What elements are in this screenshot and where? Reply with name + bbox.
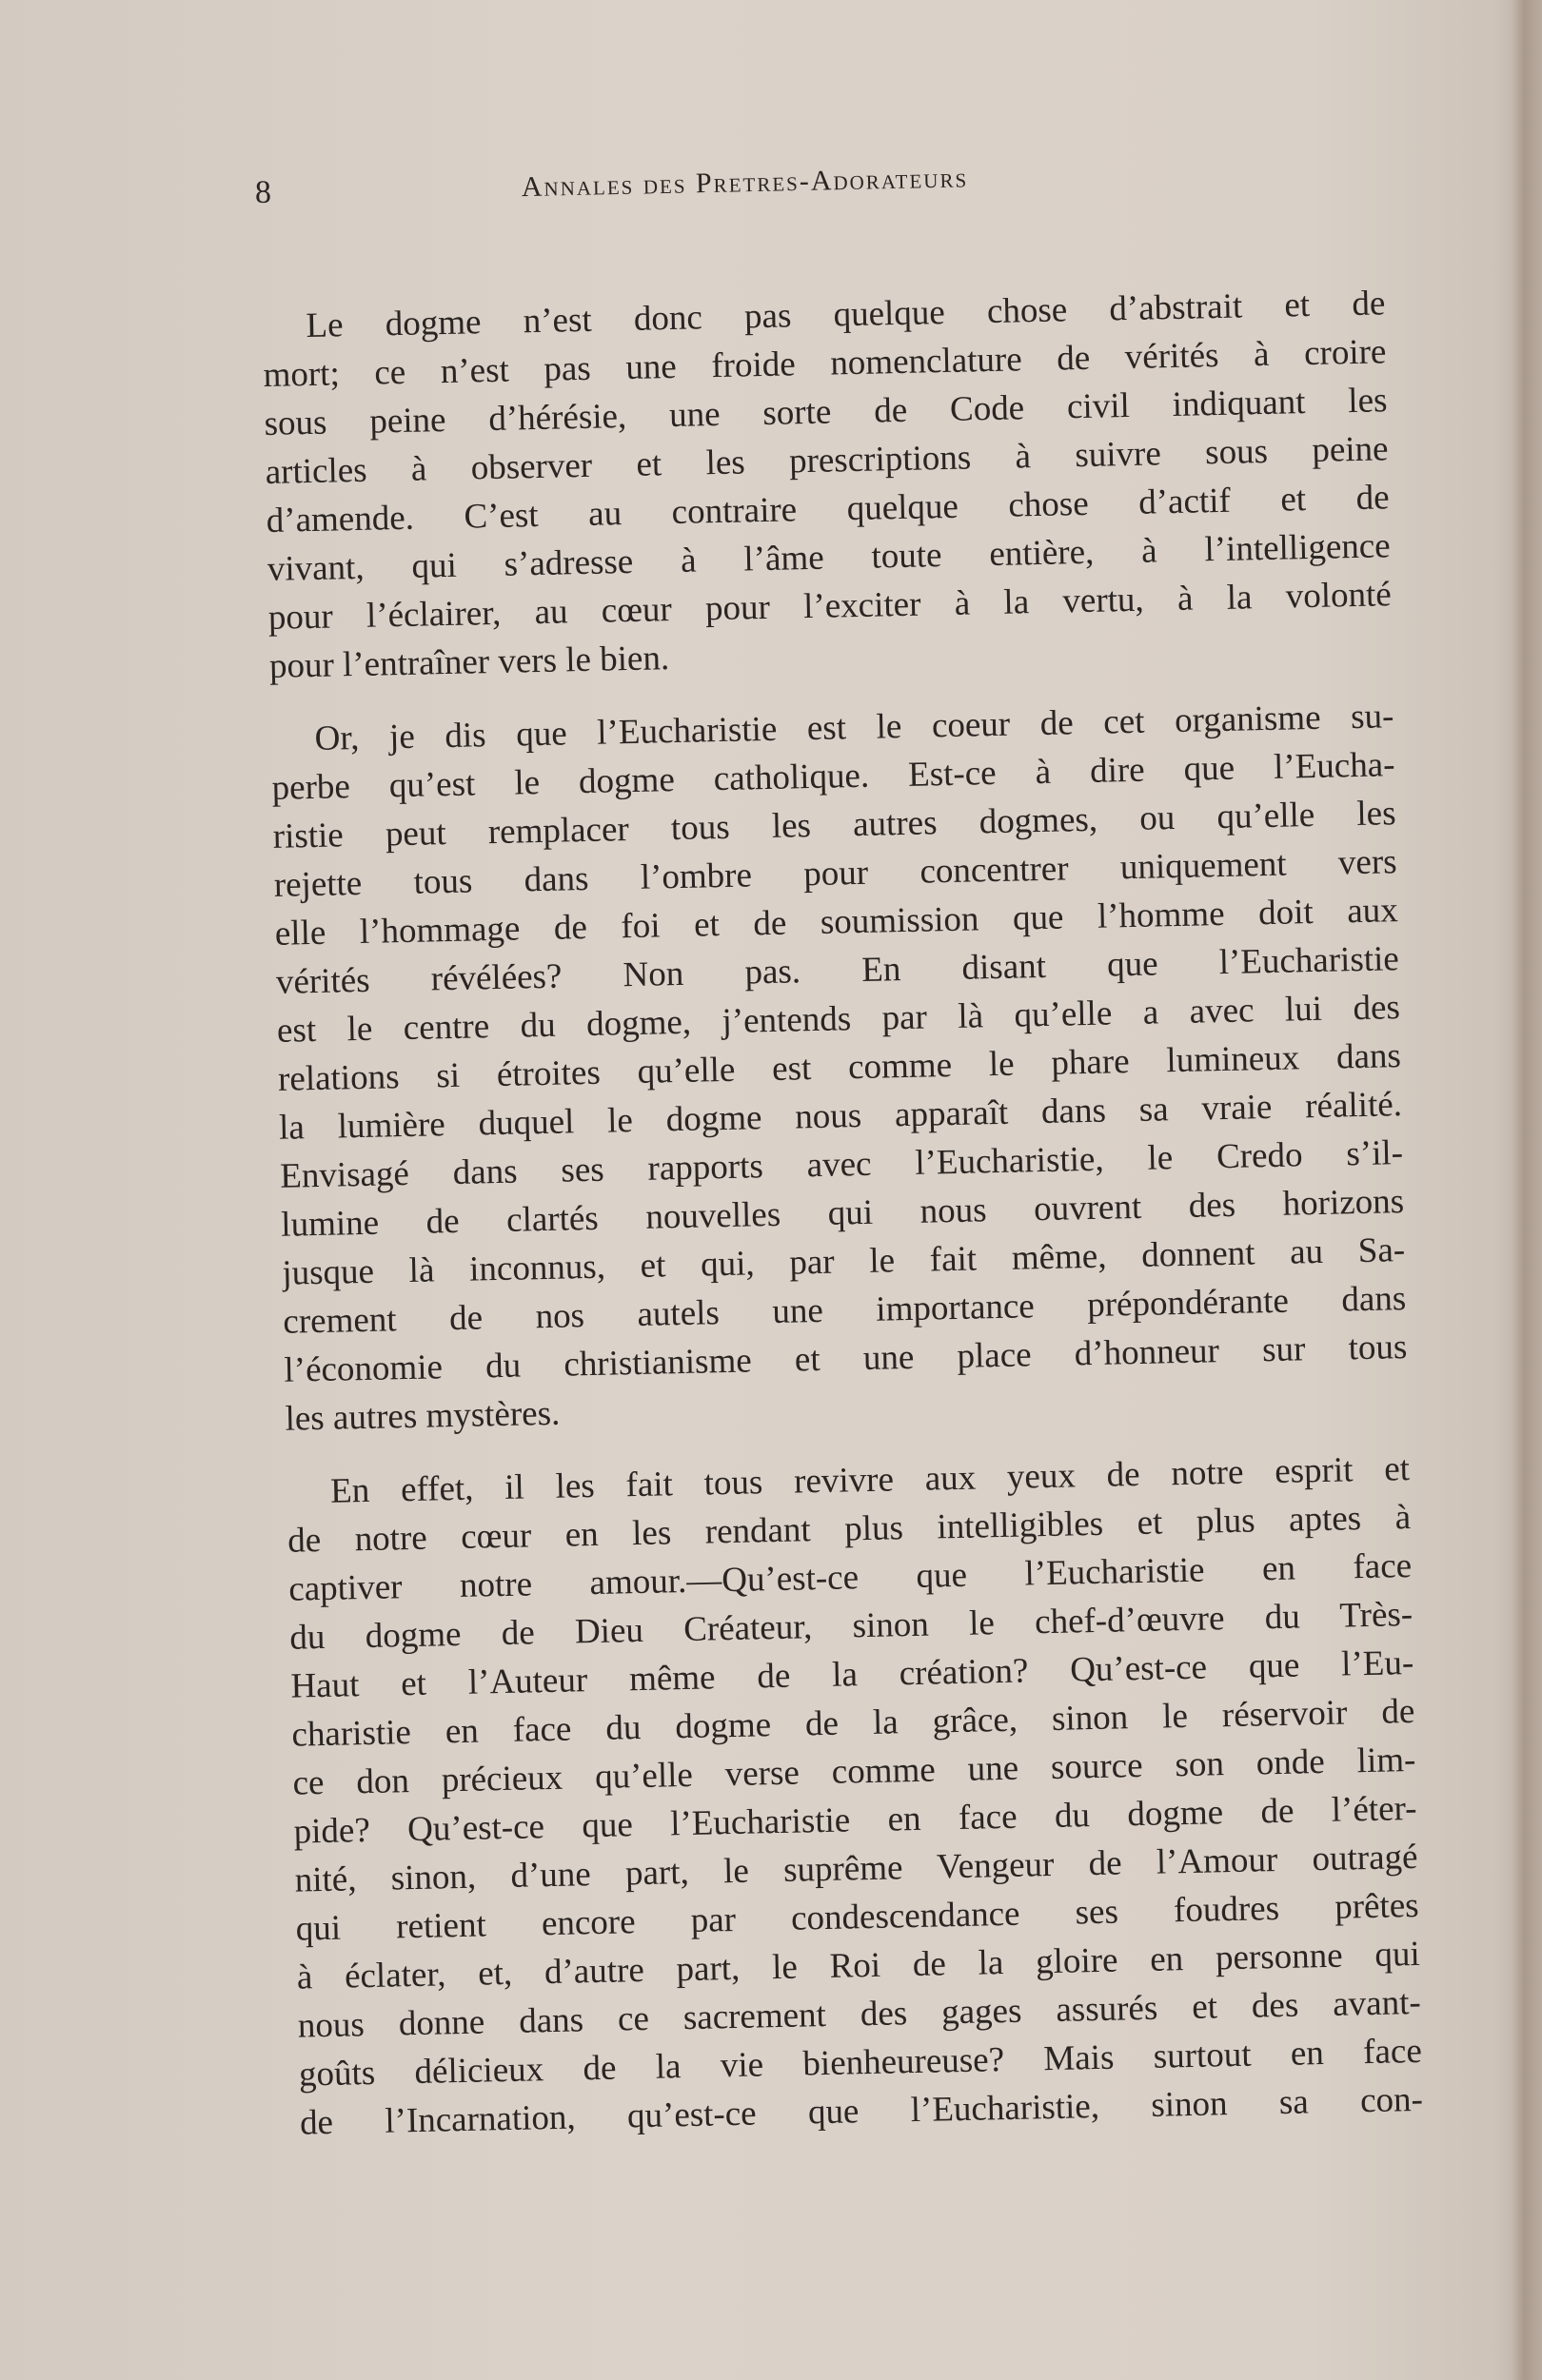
text-line: Haut et l’Auteur même de la création? Qu’est-ce que l’Eu- (290, 1642, 1414, 1706)
paragraph-3 (287, 1445, 1424, 2148)
text-line: ristie peut remplacer tous les autres dogmes, ou qu’elle les (272, 794, 1396, 856)
text-line: relations si étroites qu’elle est comme le phare lumineux dans (277, 1036, 1402, 1099)
paragraph-2 (270, 692, 1409, 1444)
page-edge-shadow (1510, 0, 1542, 2380)
text-line: est le centre du dogme, j’entends par là qu’elle a avec lui des (276, 988, 1401, 1051)
paragraph-1 (262, 279, 1393, 691)
text-line: elle l’hommage de foi et de soumission que l’homme doit aux (274, 891, 1399, 954)
page-number: 8 (254, 174, 272, 210)
text-line: articles à observer et les prescriptions à suivre sous peine (265, 429, 1389, 492)
text-line: l’économie du christianisme et une place d’honneur sur tous (284, 1328, 1408, 1390)
text-line: rejette tous dans l’ombre pour concentrer uniquement vers (273, 842, 1397, 905)
text-line: de l’Incarnation, qu’est-ce que l’Eucharistie, sinon sa con- (299, 2079, 1424, 2143)
text-line: goûts délicieux de la vie bienheureuse? Mais surtout en face (298, 2031, 1423, 2095)
text-line: perbe qu’est le dogme catholique. Est-ce à dire que l’Eucha- (271, 745, 1395, 808)
text-line: les autres mystères. (285, 1393, 561, 1439)
text-line: Envisagé dans ses rapports avec l’Eucharistie, le Credo s’il- (279, 1133, 1404, 1196)
text-line: qui retient encore par condescendance ses foudres prêtes (295, 1885, 1419, 1949)
text-line: lumine de clartés nouvelles qui nous ouvrent des horizons (280, 1182, 1405, 1245)
text-line: la lumière duquel le dogme nous apparaît dans sa vraie réalité. (278, 1085, 1403, 1148)
text-line: Le dogme n’est donc pas quelque chose d’abstrait et de (306, 284, 1386, 346)
text-line: pour l’éclairer, au cœur pour l’exciter à la vertu, à la volonté (267, 575, 1393, 638)
text-line: captiver notre amour.—Qu’est-ce que l’Eucharistie en face (287, 1545, 1413, 1609)
text-line: de notre cœur en les rendant plus intelligibles et plus aptes à (287, 1498, 1412, 1561)
text-line: jusque là inconnus, et qui, par le fait même, donnent au Sa- (281, 1230, 1406, 1293)
text-line: pour l’entraîner vers le bien. (268, 639, 670, 686)
text-line: nous donne dans ce sacrement des gages assurés et des avant- (297, 1982, 1422, 2046)
text-line: d’amende. C’est au contraire quelque chose d’actif et de (266, 478, 1390, 541)
text-line: En effet, il les fait tous revivre aux yeux de notre esprit et (329, 1449, 1411, 1511)
running-title: Annales des Pretres-Adorateurs (521, 162, 969, 204)
text-line: sous peine d’hérésie, une sorte de Code civil indiquant les (264, 381, 1388, 443)
text-line: à éclater, et, d’autre part, le Roi de la gloire en personne qui (296, 1934, 1421, 1997)
text-line: ce don précieux qu’elle verse comme une source son onde lim- (292, 1740, 1416, 1803)
text-line: vivant, qui s’adresse à l’âme toute entière, à l’intelligence (267, 526, 1392, 589)
text-line: crement de nos autels une importance prépondérante dans (283, 1279, 1407, 1342)
text-line: Or, je dis que l’Eucharistie est le coeur de cet organisme su- (314, 697, 1394, 758)
page-header (254, 151, 1397, 223)
text-line: du dogme de Dieu Créateur, sinon le chef-d’œuvre du Très- (288, 1594, 1414, 1658)
text-line: vérités révélées? Non pas. En disant que l’Eucharistie (275, 939, 1400, 1002)
text-line: nité, sinon, d’une part, le suprême Vengeur de l’Amour outragé (294, 1837, 1418, 1900)
text-line: mort; ce n’est pas une froide nomenclature de vérités à croire (263, 332, 1387, 395)
text-line: charistie en face du dogme de la grâce, sinon le réservoir de (291, 1691, 1415, 1755)
text-line: pide? Qu’est-ce que l’Eucharistie en face du dogme de l’éter- (293, 1788, 1417, 1852)
body-text (262, 279, 1424, 2172)
